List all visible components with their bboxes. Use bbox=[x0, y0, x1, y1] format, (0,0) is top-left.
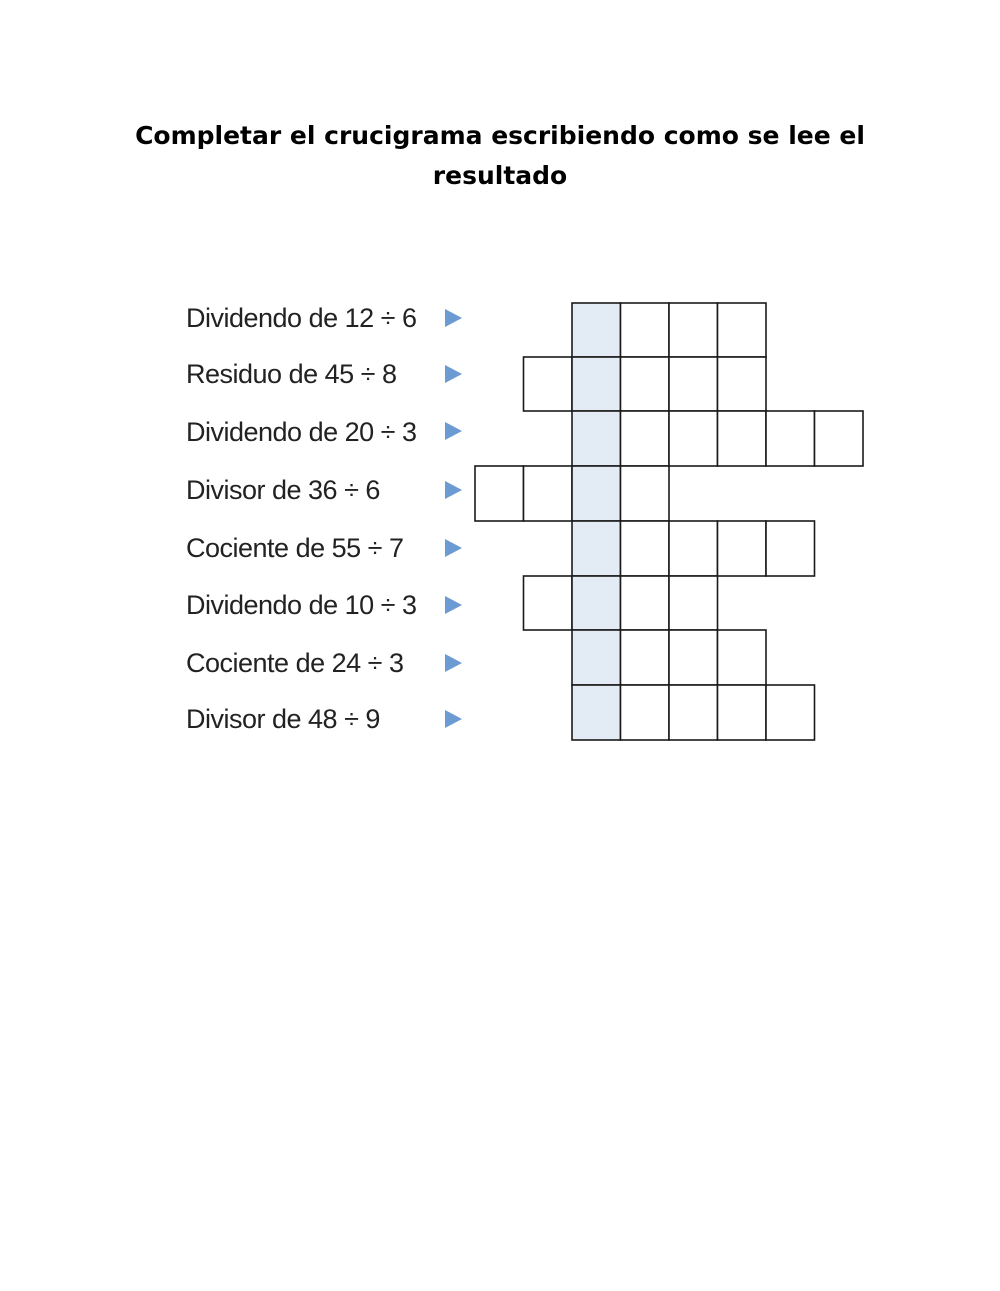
answer-cell[interactable] bbox=[766, 685, 815, 740]
answer-cell[interactable] bbox=[524, 576, 573, 630]
answer-cell[interactable] bbox=[718, 521, 767, 576]
answer-cell[interactable] bbox=[669, 521, 718, 576]
answer-cell[interactable] bbox=[718, 303, 767, 357]
clue-label: Cociente de 24 ÷ 3 bbox=[186, 648, 404, 678]
answer-cell[interactable] bbox=[669, 630, 718, 685]
answer-cell[interactable] bbox=[621, 303, 670, 357]
answer-cell[interactable] bbox=[524, 357, 573, 411]
page-title: Completar el crucigrama escribiendo como se lee el resultado bbox=[135, 121, 865, 190]
answer-cell[interactable] bbox=[621, 685, 670, 740]
highlighted-answer-cell[interactable] bbox=[572, 303, 621, 357]
answer-cell[interactable] bbox=[718, 685, 767, 740]
answer-cell[interactable] bbox=[718, 630, 767, 685]
answer-cell[interactable] bbox=[621, 357, 670, 411]
answer-cell[interactable] bbox=[669, 357, 718, 411]
highlighted-answer-cell[interactable] bbox=[572, 466, 621, 521]
clue-label: Divisor de 36 ÷ 6 bbox=[186, 475, 380, 505]
clue-label: Cociente de 55 ÷ 7 bbox=[186, 533, 404, 563]
answer-cell[interactable] bbox=[621, 521, 670, 576]
highlighted-answer-cell[interactable] bbox=[572, 357, 621, 411]
clue-label: Dividendo de 12 ÷ 6 bbox=[186, 303, 417, 333]
answer-cell[interactable] bbox=[815, 411, 864, 466]
clue-label: Divisor de 48 ÷ 9 bbox=[186, 704, 380, 734]
answer-cell[interactable] bbox=[524, 466, 573, 521]
clue-label: Residuo de 45 ÷ 8 bbox=[186, 359, 397, 389]
clue-label: Dividendo de 20 ÷ 3 bbox=[186, 417, 417, 447]
highlighted-answer-cell[interactable] bbox=[572, 411, 621, 466]
answer-cell[interactable] bbox=[669, 576, 718, 630]
answer-cell[interactable] bbox=[718, 357, 767, 411]
answer-cell[interactable] bbox=[766, 411, 815, 466]
answer-cell[interactable] bbox=[669, 411, 718, 466]
answer-cell[interactable] bbox=[766, 521, 815, 576]
answer-cell[interactable] bbox=[621, 466, 670, 521]
answer-cell[interactable] bbox=[718, 411, 767, 466]
answer-cell[interactable] bbox=[669, 303, 718, 357]
answer-cell[interactable] bbox=[475, 466, 524, 521]
highlighted-answer-cell[interactable] bbox=[572, 630, 621, 685]
highlighted-answer-cell[interactable] bbox=[572, 521, 621, 576]
clue-label: Dividendo de 10 ÷ 3 bbox=[186, 590, 417, 620]
highlighted-answer-cell[interactable] bbox=[572, 685, 621, 740]
answer-cell[interactable] bbox=[669, 685, 718, 740]
highlighted-answer-cell[interactable] bbox=[572, 576, 621, 630]
answer-cell[interactable] bbox=[621, 630, 670, 685]
answer-cell[interactable] bbox=[621, 411, 670, 466]
answer-cell[interactable] bbox=[621, 576, 670, 630]
